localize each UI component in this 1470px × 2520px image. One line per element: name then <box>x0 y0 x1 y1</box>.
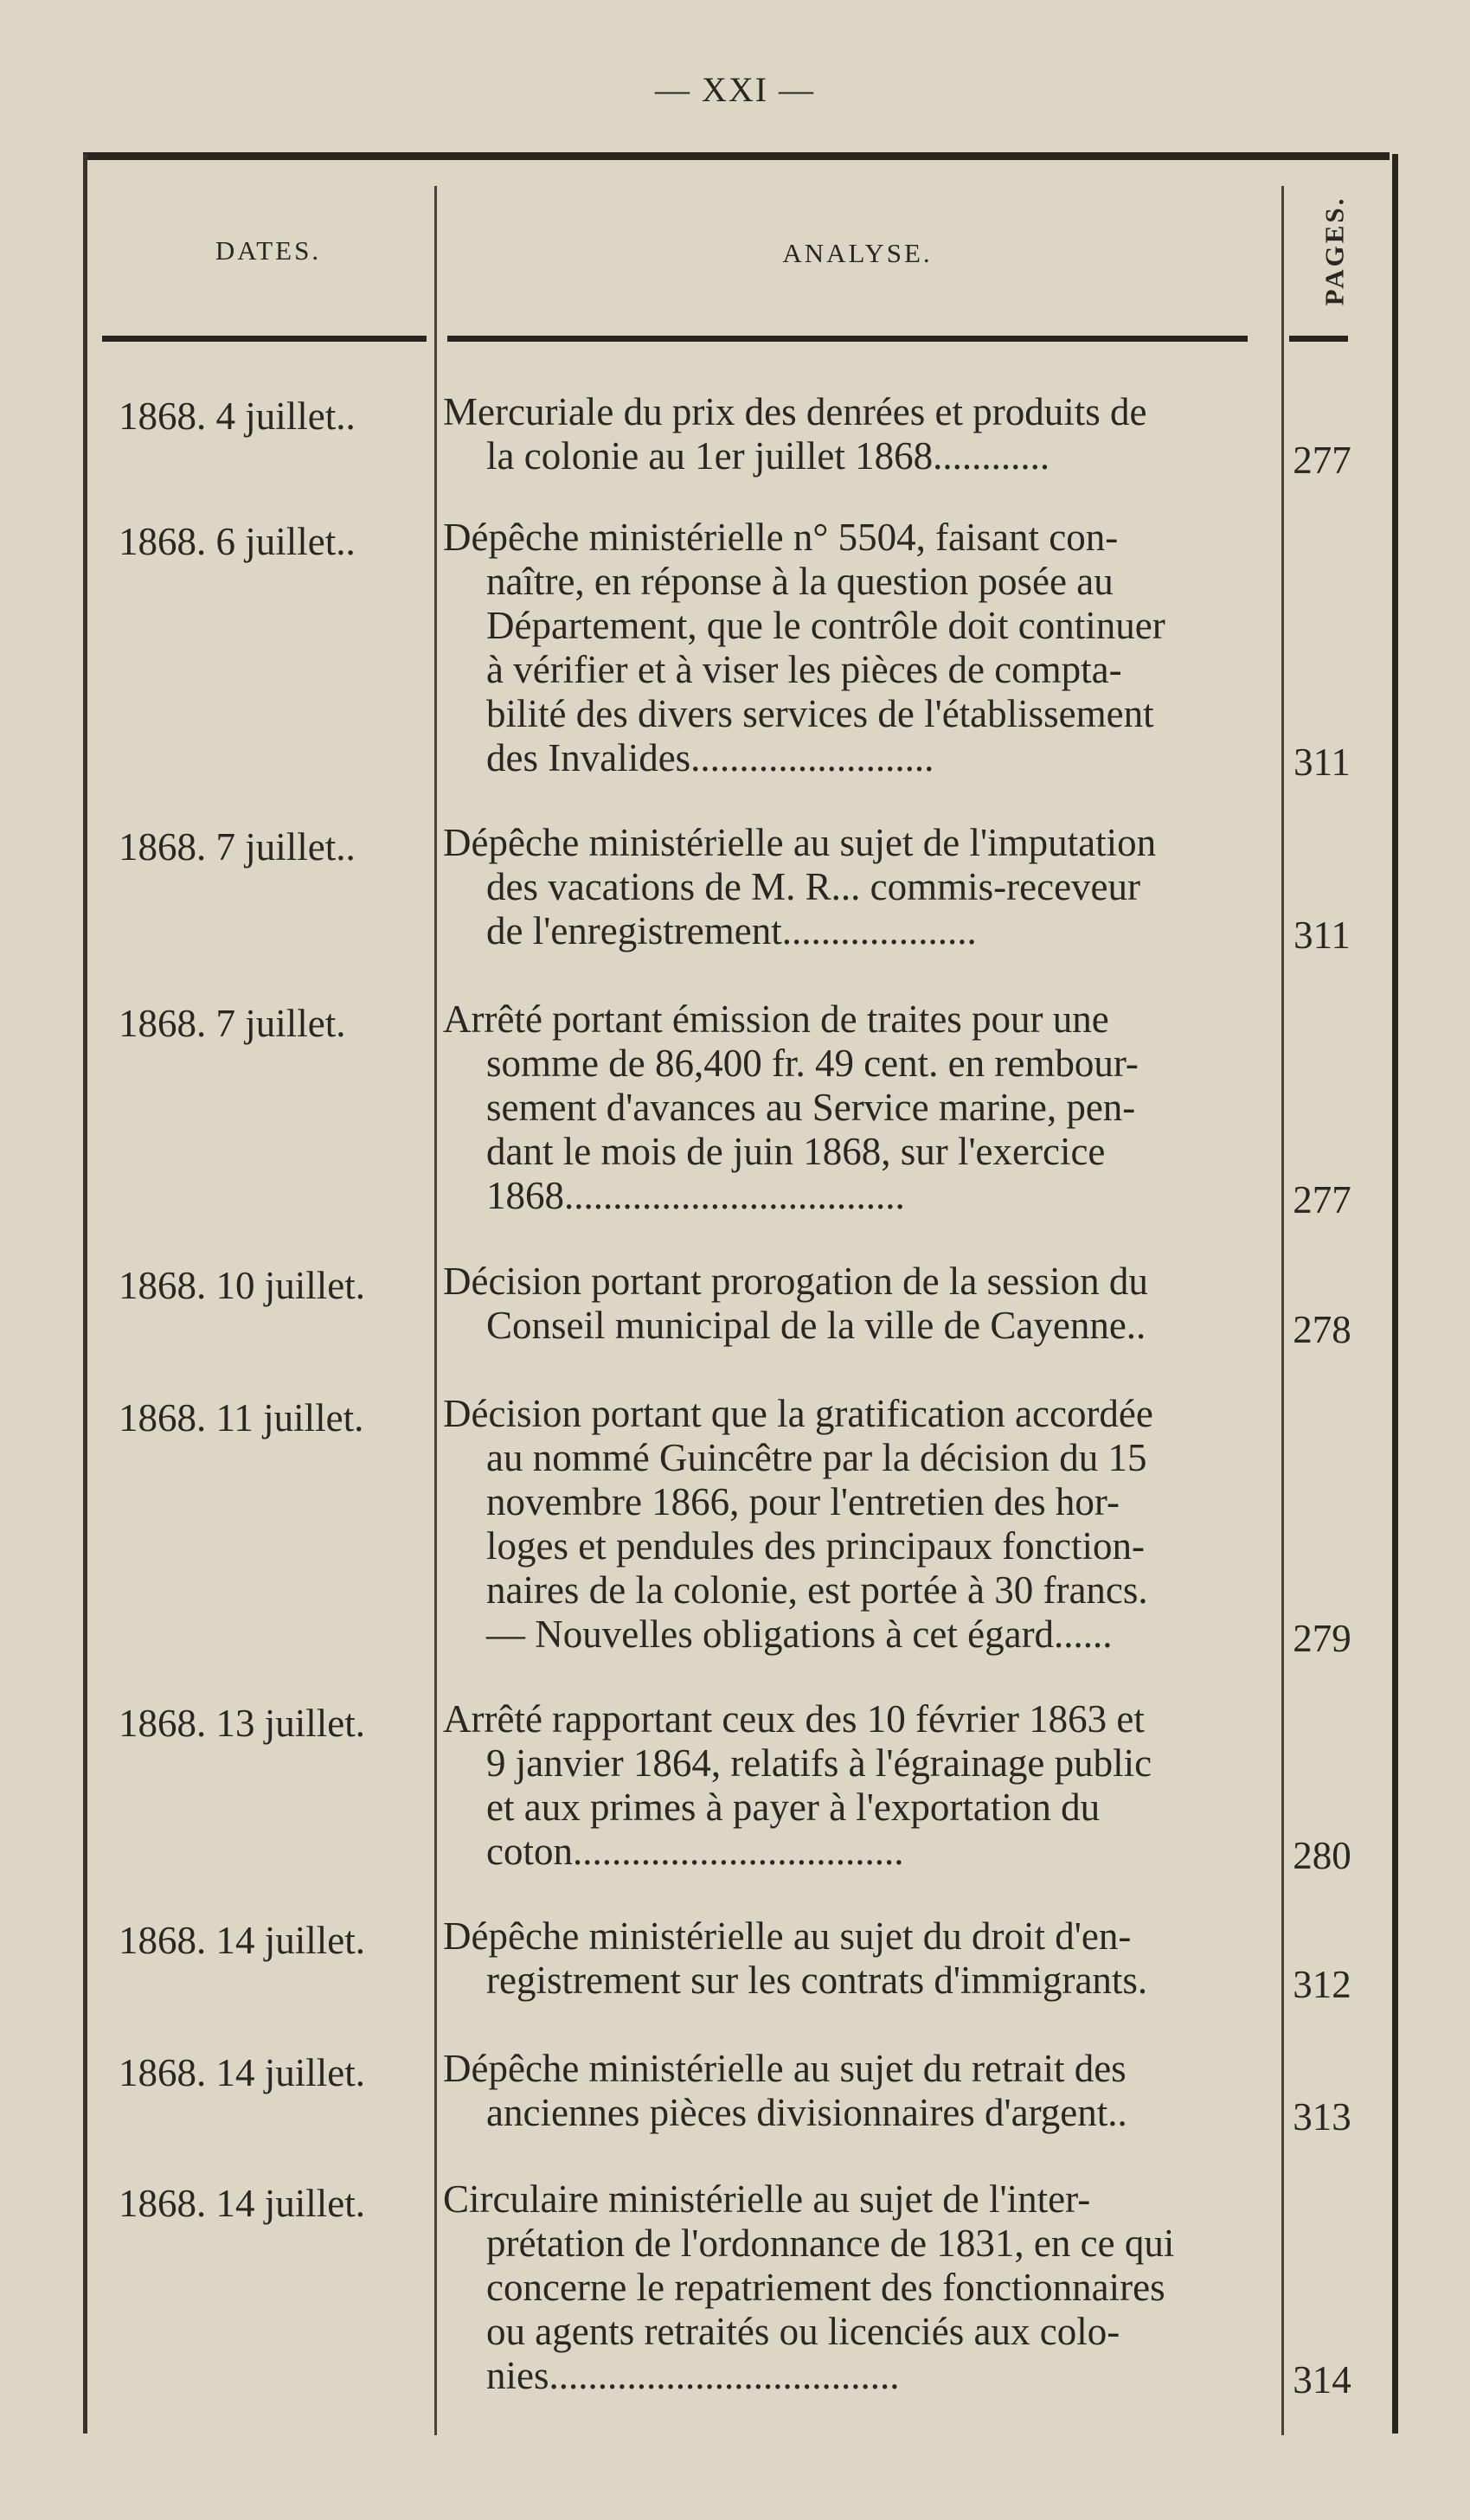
entry-page-number: 277 <box>1293 1178 1351 1222</box>
entry-analysis <box>443 2177 1272 2398</box>
analysis-line: des vacations de M. R... commis-receveur <box>486 865 1141 908</box>
entry-page-number: 277 <box>1293 439 1351 482</box>
entry-date: 1868. 10 juillet. <box>119 1264 365 1307</box>
entry-page-number: 314 <box>1293 2358 1351 2401</box>
analysis-line: Arrêté portant émission de traites pour une <box>443 997 1109 1041</box>
analysis-line: au nommé Guincêtre par la décision du 15 <box>486 1436 1147 1479</box>
column-divider-pages <box>1281 186 1284 2435</box>
entry-date: 1868. 4 juillet.. <box>119 394 356 438</box>
analysis-line: Dépêche ministérielle n° 5504, faisant con- <box>443 516 1119 559</box>
analysis-line: dant le mois de juin 1868, sur l'exercice <box>486 1130 1106 1173</box>
column-divider-dates <box>434 186 437 2435</box>
analyse-column-header: ANALYSE. <box>782 238 933 268</box>
entry-page-number: 313 <box>1293 2095 1351 2138</box>
page-number: — XXI — <box>654 70 816 109</box>
analysis-line: Conseil municipal de la ville de Cayenne.. <box>486 1304 1146 1347</box>
analysis-line: Circulaire ministérielle au sujet de l'inter- <box>443 2177 1091 2221</box>
analysis-line: prétation de l'ordonnance de 1831, en ce qui <box>486 2222 1175 2265</box>
analysis-line: — Nouvelles obligations à cet égard...... <box>486 1613 1113 1656</box>
entry-date: 1868. 13 juillet. <box>119 1702 365 1745</box>
analysis-line: coton.................................. <box>486 1830 904 1873</box>
entry-page-number: 278 <box>1293 1308 1351 1351</box>
analysis-line: naires de la colonie, est portée à 30 francs. <box>486 1568 1148 1612</box>
analysis-line: sement d'avances au Service marine, pen- <box>486 1086 1136 1129</box>
analysis-line: nies.................................... <box>486 2354 900 2397</box>
analysis-line: anciennes pièces divisionnaires d'argent.. <box>486 2091 1127 2134</box>
analysis-line: bilité des divers services de l'établissement <box>486 692 1154 735</box>
analysis-line: à vérifier et à viser les pièces de compta- <box>486 648 1122 691</box>
entry-analysis <box>443 2047 1272 2135</box>
entry-date: 1868. 14 juillet. <box>119 1919 365 1962</box>
dates-header-rule <box>102 336 427 342</box>
entry-page-number: 311 <box>1293 741 1351 784</box>
entry-page-number: 312 <box>1293 1963 1351 2006</box>
analysis-line: somme de 86,400 fr. 49 cent. en rembour- <box>486 1042 1139 1085</box>
analysis-line: Département, que le contrôle doit continuer <box>486 604 1165 647</box>
entry-date: 1868. 7 juillet. <box>119 1002 346 1045</box>
analysis-line: ou agents retraités ou licenciés aux colo- <box>486 2310 1120 2353</box>
analysis-line: concerne le repatriement des fonctionnaires <box>486 2266 1165 2309</box>
entry-analysis <box>443 1392 1272 1657</box>
entry-analysis <box>443 821 1272 953</box>
entry-date: 1868. 7 juillet.. <box>119 825 356 869</box>
entry-page-number: 279 <box>1293 1617 1351 1660</box>
pages-column-label: PAGES. <box>1319 196 1349 306</box>
entry-analysis <box>443 997 1272 1218</box>
entry-analysis <box>443 1697 1272 1874</box>
dates-column-header: DATES. <box>215 235 322 266</box>
analysis-line: Dépêche ministérielle au sujet du retrait des <box>443 2047 1127 2090</box>
analysis-line: Mercuriale du prix des denrées et produits de <box>443 390 1147 433</box>
analysis-line: Décision portant que la gratification accordée <box>443 1392 1153 1435</box>
analyse-header-rule <box>447 336 1248 342</box>
analysis-line: Décision portant prorogation de la session du <box>443 1260 1148 1303</box>
analysis-line: 1868................................... <box>486 1174 905 1217</box>
entry-analysis <box>443 516 1272 780</box>
analysis-line: novembre 1866, pour l'entretien des hor- <box>486 1480 1120 1523</box>
analysis-line: naître, en réponse à la question posée au <box>486 560 1114 603</box>
analysis-line: et aux primes à payer à l'exportation du <box>486 1786 1101 1829</box>
entry-page-number: 280 <box>1293 1834 1351 1877</box>
entry-page-number: 311 <box>1293 914 1351 957</box>
entry-analysis <box>443 1260 1272 1348</box>
entry-date: 1868. 11 juillet. <box>119 1396 364 1440</box>
entry-date: 1868. 14 juillet. <box>119 2182 365 2225</box>
entry-analysis <box>443 1914 1272 2003</box>
pages-header-rule <box>1289 336 1348 342</box>
analysis-line: Dépêche ministérielle au sujet du droit d'en- <box>443 1914 1132 1958</box>
entry-date: 1868. 14 juillet. <box>119 2051 365 2094</box>
analysis-line: la colonie au 1er juillet 1868............ <box>486 434 1050 478</box>
entry-analysis <box>443 390 1272 478</box>
analysis-line: Dépêche ministérielle au sujet de l'imputation <box>443 821 1157 864</box>
entry-date: 1868. 6 juillet.. <box>119 520 356 563</box>
analysis-line: de l'enregistrement.................... <box>486 909 977 952</box>
analysis-line: des Invalides......................... <box>486 736 934 779</box>
pages-column-header <box>1313 186 1355 316</box>
analysis-line: Arrêté rapportant ceux des 10 février 1863 et <box>443 1697 1145 1741</box>
analysis-line: registrement sur les contrats d'immigrants. <box>486 1959 1148 2002</box>
analysis-line: loges et pendules des principaux fonction- <box>486 1524 1146 1568</box>
analysis-line: 9 janvier 1864, relatifs à l'égrainage public <box>486 1741 1152 1785</box>
